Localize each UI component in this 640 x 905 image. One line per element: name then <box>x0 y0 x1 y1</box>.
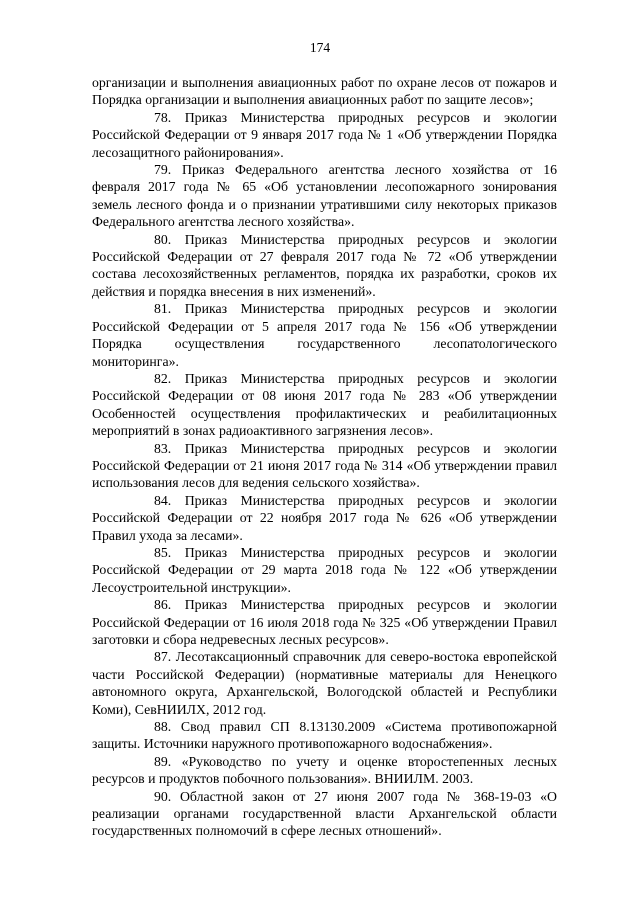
document-body <box>92 74 557 840</box>
list-item-89: 89. «Руководство по учету и оценке второстепенных лесных ресурсов и продуктов побочного пользования». ВНИИЛМ. 2003. <box>92 753 557 787</box>
list-item-80: 80. Приказ Министерства природных ресурсов и экологии Российской Федерации от 27 февраля 2017 года № 72 «Об утверждении состава лесохозяйственных регламентов, порядка их разработки, сроков их действия и порядка внесения в них изменений». <box>92 231 557 299</box>
list-item-86: 86. Приказ Министерства природных ресурсов и экологии Российской Федерации от 16 июля 2018 года № 325 «Об утверждении Правил заготовки и сбора недревесных лесных ресурсов». <box>92 597 557 647</box>
list-item-79: 79. Приказ Федерального агентства лесного хозяйства от 16 февраля 2017 года № 65 «Об установлении лесопожарного зонирования земель лесного фонда и о признании утратившими силу некоторых приказов Федерального агентства лесного хозяйства». <box>92 162 557 230</box>
list-item-90: 90. Областной закон от 27 июня 2007 года № 368-19-03 «О реализации органами государственной власти Архангельской области государственных полномочий в сфере лесных отношений». <box>92 788 557 839</box>
list-item-85: 85. Приказ Министерства природных ресурсов и экологии Российской Федерации от 29 марта 2018 года № 122 «Об утверждении Лесоустроительной инструкции». <box>92 544 557 595</box>
list-item-87: 87. Лесотаксационный справочник для северо-востока европейской части Российской Федерации) (нормативные материалы для Ненецкого автономного округа, Архангельской, Вологодской областей и Республики Коми), СевНИИЛХ, 2012 год. <box>92 649 557 717</box>
list-item-81: 81. Приказ Министерства природных ресурсов и экологии Российской Федерации от 5 апреля 2017 года № 156 «Об утверждении Порядка осуществления государственного лесопатологического мониторинга». <box>92 301 557 369</box>
list-item-83: 83. Приказ Министерства природных ресурсов и экологии Российской Федерации от 21 июня 2017 года № 314 «Об утверждении правил использования лесов для ведения сельского хозяйства». <box>92 440 557 491</box>
list-item-84: 84. Приказ Министерства природных ресурсов и экологии Российской Федерации от 22 ноября 2017 года № 626 «Об утверждении Правил ухода за лесами». <box>92 492 557 543</box>
list-item-78: 78. Приказ Министерства природных ресурсов и экологии Российской Федерации от 9 января 2017 года № 1 «Об утверждении Порядка лесозащитного районирования». <box>92 109 557 160</box>
list-item-82: 82. Приказ Министерства природных ресурсов и экологии Российской Федерации от 08 июня 2017 года № 283 «Об утверждении Особенностей осуществления профилактических и реабилитационных мероприятий в зонах радиоактивного загрязнения лесов». <box>92 370 557 439</box>
list-item-88: 88. Свод правил СП 8.13130.2009 «Система противопожарной защиты. Источники наружного противопожарного водоснабжения». <box>92 719 557 752</box>
intro-paragraph: организации и выполнения авиационных работ по охране лесов от пожаров и Порядка организации и выполнения авиационных работ по защите лесов»; <box>92 75 557 108</box>
page-number: 174 <box>309 40 331 55</box>
